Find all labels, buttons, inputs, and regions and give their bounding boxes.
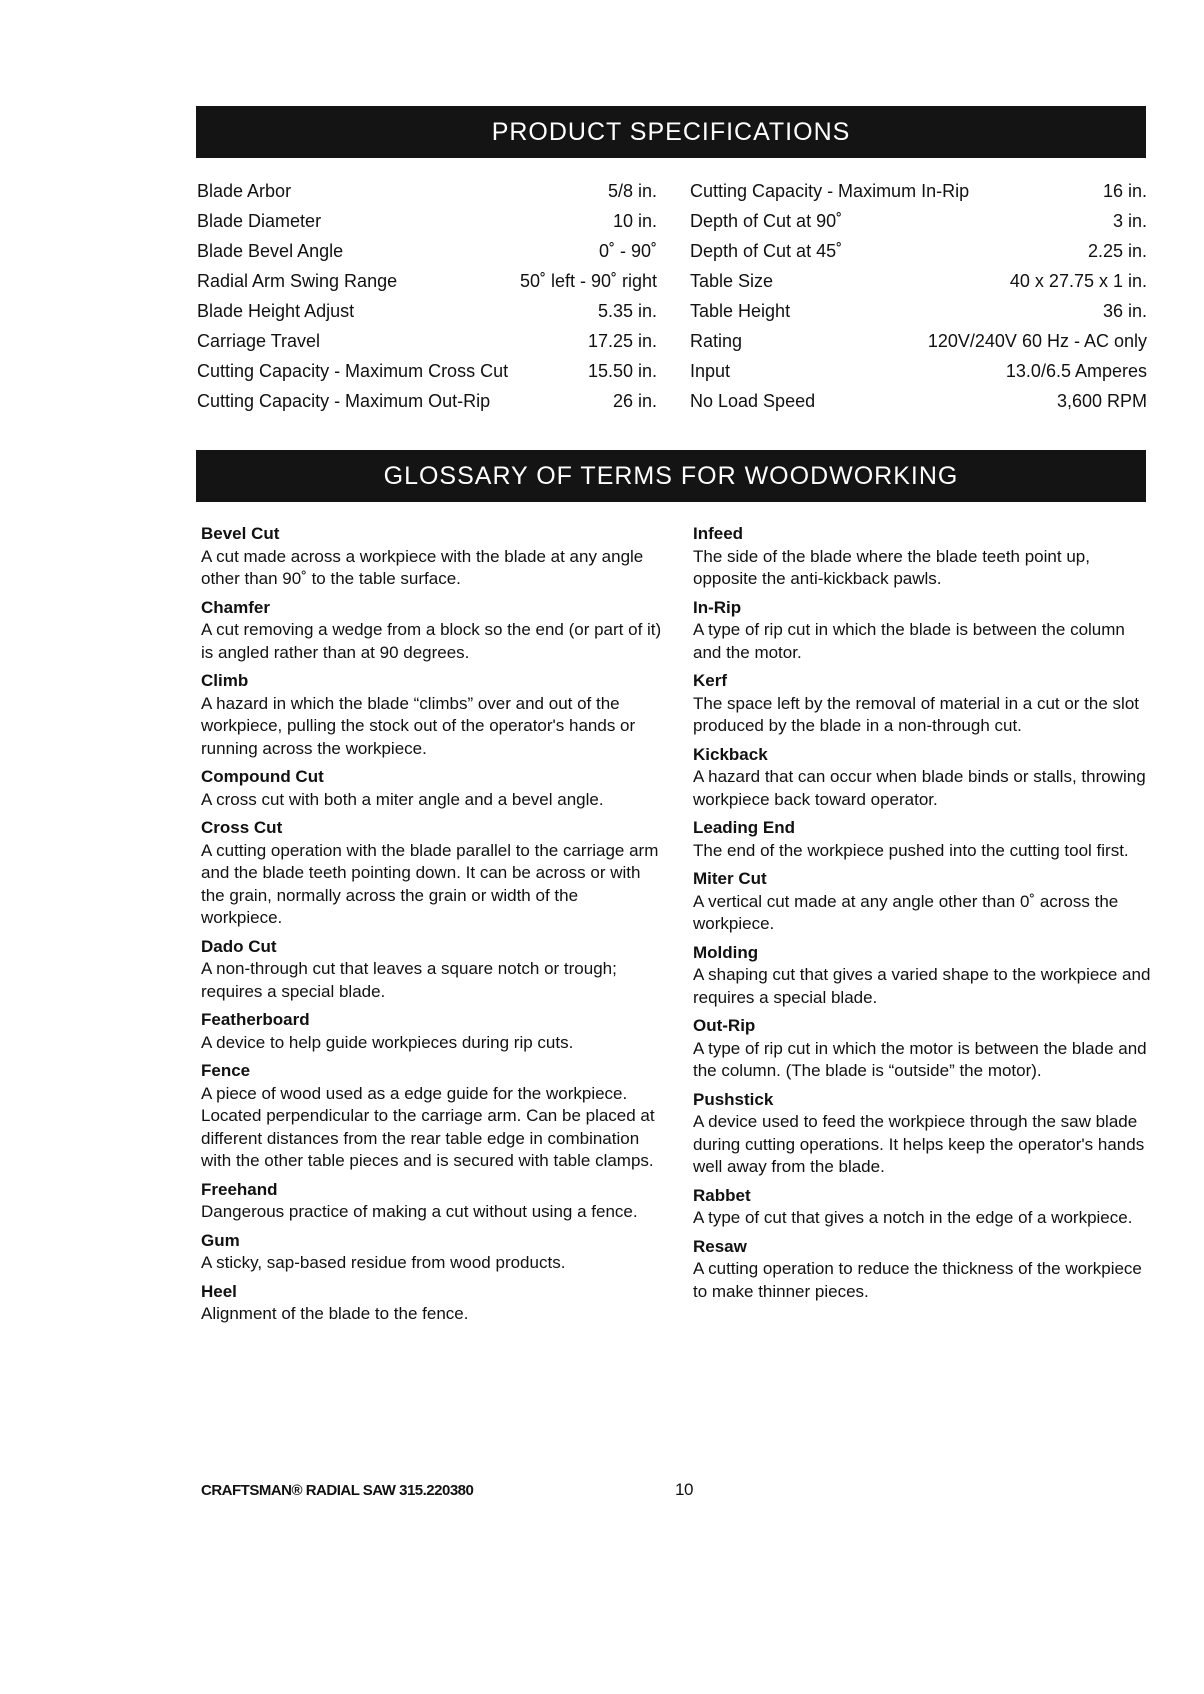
glossary-list-right — [693, 523, 1155, 1309]
glossary-term: Kerf — [693, 671, 728, 690]
glossary-entry — [201, 1281, 663, 1326]
spec-row — [690, 236, 1147, 266]
spec-row — [197, 326, 657, 356]
glossary-term: Molding — [693, 942, 759, 962]
glossary-term: Leading End — [693, 818, 795, 837]
glossary-entry — [693, 1089, 1155, 1179]
glossary-definition: A type of rip cut in which the blade is between the column and the motor. — [693, 620, 1125, 662]
glossary-section-title: GLOSSARY OF TERMS FOR WOODWORKING — [383, 461, 959, 490]
spec-label: Blade Bevel Angle — [197, 241, 344, 261]
glossary-entry — [693, 1185, 1155, 1230]
glossary-definition: A shaping cut that gives a varied shape to the workpiece and requires a special blade. — [693, 965, 1151, 1007]
glossary-definition: Alignment of the blade to the fence. — [201, 1304, 469, 1323]
spec-label: Rating — [690, 331, 743, 351]
spec-label: Blade Diameter — [197, 211, 322, 231]
glossary-definition: A hazard in which the blade “climbs” over and out of the workpiece, pulling the stock out of the operator's hands or running across the workpiece. — [201, 693, 636, 758]
spec-value: 26 in. — [612, 391, 657, 411]
spec-label: Depth of Cut at 45˚ — [690, 241, 843, 261]
spec-value: 16 in. — [1102, 181, 1147, 201]
spec-label: Cutting Capacity - Maximum In-Rip — [690, 181, 970, 201]
glossary-entry — [693, 817, 1155, 862]
spec-label: Cutting Capacity - Maximum Cross Cut — [197, 361, 509, 381]
glossary-entry — [693, 597, 1155, 665]
glossary-term: Dado Cut — [201, 936, 277, 956]
glossary-definition: A cut made across a workpiece with the blade at any angle other than 90˚ to the table surface. — [201, 546, 644, 588]
spec-row — [197, 176, 657, 206]
spec-label: No Load Speed — [690, 391, 816, 411]
glossary-term: Infeed — [693, 524, 744, 543]
footer-brand-model: CRAFTSMAN® RADIAL SAW 315.220380 — [201, 1482, 474, 1499]
glossary-entry — [693, 1236, 1155, 1304]
spec-row — [690, 296, 1147, 326]
glossary-entry — [693, 523, 1155, 591]
glossary-entry — [201, 817, 663, 930]
spec-row — [690, 206, 1147, 236]
page-number: 10 — [675, 1480, 693, 1499]
spec-label: Blade Height Adjust — [197, 301, 355, 321]
glossary-entry — [201, 1230, 663, 1275]
spec-value: 3 in. — [1112, 211, 1147, 231]
glossary-definition: A cutting operation to reduce the thickness of the workpiece to make thinner pieces. — [693, 1259, 1142, 1301]
glossary-entry — [693, 868, 1155, 936]
spec-label: Table Height — [690, 301, 791, 321]
spec-value: 36 in. — [1102, 301, 1147, 321]
glossary-term: Miter Cut — [693, 869, 767, 888]
spec-label: Carriage Travel — [197, 331, 321, 351]
glossary-definition: A cutting operation with the blade parallel to the carriage arm and the blade teeth pointing down. It can be across or with the grain, normally across the grain or width of the workpiece. — [201, 840, 659, 927]
glossary-section-banner — [196, 450, 1146, 502]
spec-value: 50˚ left - 90˚ right — [519, 271, 657, 291]
glossary-term: Chamfer — [201, 597, 270, 617]
glossary-definition: A type of cut that gives a notch in the edge of a workpiece. — [693, 1208, 1133, 1227]
glossary-entry — [201, 670, 663, 760]
spec-row — [690, 356, 1147, 386]
glossary-term: Climb — [201, 671, 249, 690]
glossary-term: Fence — [201, 1061, 251, 1080]
spec-value: 13.0/6.5 Amperes — [1005, 361, 1147, 381]
spec-label: Radial Arm Swing Range — [197, 271, 398, 291]
spec-value: 40 x 27.75 x 1 in. — [1009, 271, 1147, 291]
spec-row — [197, 206, 657, 236]
spec-row — [690, 266, 1147, 296]
glossary-definition: The side of the blade where the blade teeth point up, opposite the anti-kickback pawls. — [693, 546, 1090, 588]
glossary-definition: A hazard that can occur when blade binds or stalls, throwing workpiece back toward operator. — [693, 767, 1146, 809]
glossary-entry — [201, 1179, 663, 1224]
spec-row — [197, 266, 657, 296]
glossary-term: Bevel Cut — [201, 524, 280, 543]
glossary-entry — [201, 1009, 663, 1054]
spec-label: Input — [690, 361, 731, 381]
glossary-entry — [693, 744, 1155, 812]
glossary-term: Out-Rip — [693, 1016, 756, 1035]
glossary-list-left — [201, 523, 663, 1332]
glossary-term: Freehand — [201, 1179, 278, 1199]
glossary-definition: A piece of wood used as a edge guide for the workpiece. Located perpendicular to the carriage arm. Can be placed at different distances from the rear table edge in combination with the other table pieces and is secured with table clamps. — [201, 1083, 655, 1170]
glossary-definition: A device to help guide workpieces during rip cuts. — [201, 1032, 574, 1052]
glossary-term: Kickback — [693, 744, 768, 764]
glossary-term: Featherboard — [201, 1010, 310, 1029]
spec-value: 2.25 in. — [1087, 241, 1147, 261]
glossary-term: Heel — [201, 1281, 237, 1301]
glossary-definition: The end of the workpiece pushed into the cutting tool first. — [693, 840, 1129, 860]
spec-section-banner — [196, 106, 1146, 158]
spec-value: 5/8 in. — [607, 181, 657, 201]
glossary-definition: A cross cut with both a miter angle and a bevel angle. — [201, 789, 604, 809]
spec-row — [690, 176, 1147, 206]
glossary-term: Pushstick — [693, 1089, 774, 1109]
spec-section-title: PRODUCT SPECIFICATIONS — [491, 117, 851, 146]
glossary-definition: A cut removing a wedge from a block so the end (or part of it) is angled rather than at 90 degrees. — [201, 620, 662, 662]
glossary-definition: A type of rip cut in which the motor is between the blade and the column. (The blade is “outside” the motor). — [693, 1038, 1147, 1080]
spec-row — [197, 296, 657, 326]
spec-row — [197, 386, 657, 416]
spec-row — [197, 356, 657, 386]
spec-list-right — [690, 176, 1147, 416]
spec-row — [197, 236, 657, 266]
spec-row — [690, 326, 1147, 356]
glossary-entry — [201, 936, 663, 1004]
glossary-definition: The space left by the removal of material in a cut or the slot produced by the blade in a non-through cut. — [693, 693, 1139, 735]
spec-list-left — [197, 176, 657, 416]
glossary-term: Cross Cut — [201, 818, 283, 837]
spec-value: 5.35 in. — [597, 301, 657, 321]
glossary-definition: A sticky, sap-based residue from wood products. — [201, 1253, 566, 1272]
spec-value: 17.25 in. — [587, 331, 657, 351]
glossary-entry — [201, 766, 663, 811]
glossary-term: Gum — [201, 1230, 240, 1250]
glossary-term: Resaw — [693, 1236, 747, 1256]
glossary-entry — [693, 942, 1155, 1010]
glossary-entry — [201, 597, 663, 665]
spec-value: 0˚ - 90˚ — [598, 241, 657, 261]
glossary-term: Compound Cut — [201, 767, 324, 786]
glossary-definition: Dangerous practice of making a cut without using a fence. — [201, 1202, 638, 1221]
glossary-definition: A non-through cut that leaves a square notch or trough; requires a special blade. — [201, 959, 617, 1001]
glossary-definition: A vertical cut made at any angle other than 0˚ across the workpiece. — [693, 891, 1119, 933]
glossary-entry — [693, 1015, 1155, 1083]
spec-label: Depth of Cut at 90˚ — [690, 211, 843, 231]
glossary-definition: A device used to feed the workpiece through the saw blade during cutting operations. It helps keep the operator's hands well away from the blade. — [693, 1112, 1145, 1176]
spec-value: 3,600 RPM — [1056, 391, 1147, 411]
spec-value: 15.50 in. — [587, 361, 657, 381]
spec-label: Table Size — [690, 271, 774, 291]
glossary-entry — [201, 1060, 663, 1173]
spec-value: 120V/240V 60 Hz - AC only — [927, 331, 1147, 351]
spec-row — [690, 386, 1147, 416]
spec-label: Cutting Capacity - Maximum Out-Rip — [197, 391, 491, 411]
spec-value: 10 in. — [612, 211, 657, 231]
spec-label: Blade Arbor — [197, 181, 292, 201]
glossary-term: Rabbet — [693, 1185, 751, 1205]
glossary-entry — [693, 670, 1155, 738]
glossary-term: In-Rip — [693, 597, 742, 617]
glossary-entry — [201, 523, 663, 591]
